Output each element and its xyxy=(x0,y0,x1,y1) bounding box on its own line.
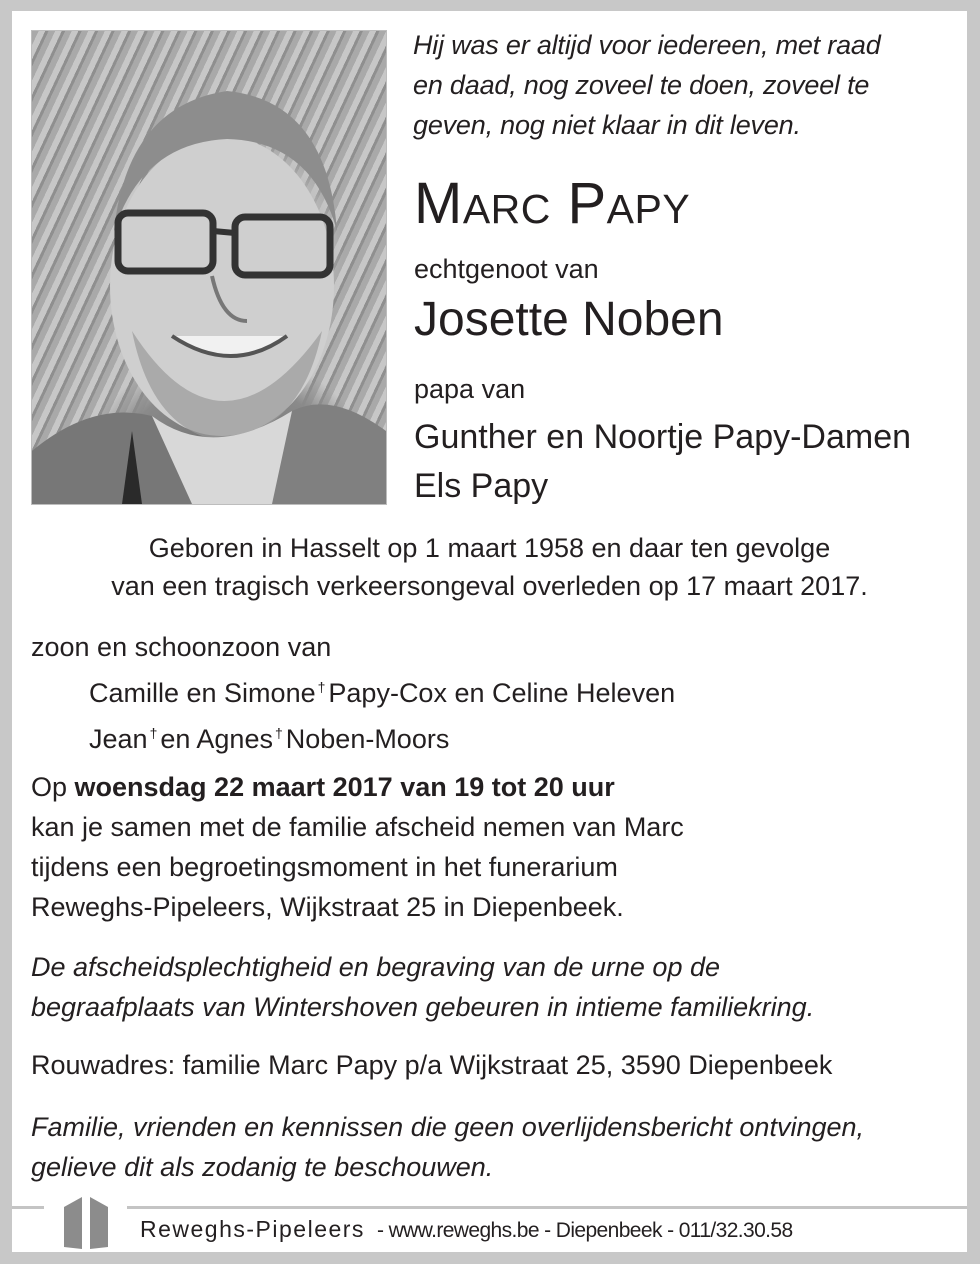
mourning-address: Rouwadres: familie Marc Papy p/a Wijkstraat 25, 3590 Diepenbeek xyxy=(31,1050,833,1080)
parents-names: Papy-Cox en Celine Heleven xyxy=(328,678,676,708)
birth-death-line: Geboren in Hasselt op 1 maart 1958 en daar ten gevolge xyxy=(148,533,831,563)
notice-line: gelieve dit als zodanig te beschouwen. xyxy=(31,1152,494,1182)
parents-label: zoon en schoonzoon van xyxy=(31,632,332,662)
portrait-photo xyxy=(31,30,387,505)
child-name: Els Papy xyxy=(414,467,549,505)
visitation-line: kan je samen met de familie afscheid nemen van Marc xyxy=(31,812,684,842)
birth-death-statement xyxy=(12,529,967,605)
footer-divider xyxy=(127,1206,967,1209)
portrait-illustration xyxy=(32,31,386,504)
parents-line-1 xyxy=(31,667,675,713)
door-logo-icon xyxy=(58,1195,114,1251)
child-name: Gunther en Noortje Papy-Damen xyxy=(414,418,912,456)
quote-line: en daad, nog zoveel te doen, zoveel te xyxy=(413,70,870,100)
parents-names: Jean xyxy=(89,724,148,754)
visitation-datetime: woensdag 22 maart 2017 van 19 tot 20 uur xyxy=(74,772,615,802)
funeral-home-footer xyxy=(140,1214,793,1246)
parents-section xyxy=(31,627,675,759)
obituary-card xyxy=(12,11,967,1252)
quote-line: geven, nog niet klaar in dit leven. xyxy=(413,110,801,140)
footer-divider xyxy=(12,1206,44,1209)
notice-section xyxy=(31,1107,864,1187)
notice-line: Familie, vrienden en kennissen die geen overlijdensbericht ontvingen, xyxy=(31,1112,865,1142)
funeral-home-name: Reweghs-Pipeleers xyxy=(140,1216,365,1242)
visitation-date-line xyxy=(31,767,684,807)
cross-icon: † xyxy=(317,679,326,695)
visitation-line: tijdens een begroetingsmoment in het funerarium xyxy=(31,852,618,882)
quote-line: Hij was er altijd voor iedereen, met raad xyxy=(413,30,881,60)
funeral-home-contact: - www.reweghs.be - Diepenbeek - 011/32.30.58 xyxy=(376,1219,793,1242)
memorial-quote xyxy=(413,25,953,145)
parents-names: Camille en Simone xyxy=(89,678,316,708)
deceased-name: Marc Papy xyxy=(414,171,691,236)
cross-icon: † xyxy=(149,725,158,741)
spouse-name: Josette Noben xyxy=(414,293,724,346)
birth-death-line: van een tragisch verkeersongeval overleden op 17 maart 2017. xyxy=(111,571,868,601)
spouse-label: echtgenoot van xyxy=(414,254,599,284)
visitation-section xyxy=(31,767,684,927)
cross-icon: † xyxy=(274,725,283,741)
ceremony-line: De afscheidsplechtigheid en begraving van de urne op de xyxy=(31,952,720,982)
visitation-prefix: Op xyxy=(31,772,75,802)
parents-names: Noben-Moors xyxy=(285,724,450,754)
visitation-line: Reweghs-Pipeleers, Wijkstraat 25 in Diepenbeek. xyxy=(31,892,624,922)
parents-line-2 xyxy=(31,713,675,759)
children-label: papa van xyxy=(414,374,526,404)
ceremony-line: begraafplaats van Wintershoven gebeuren in intieme familiekring. xyxy=(31,992,815,1022)
ceremony-section xyxy=(31,947,814,1027)
parents-names: en Agnes xyxy=(160,724,273,754)
